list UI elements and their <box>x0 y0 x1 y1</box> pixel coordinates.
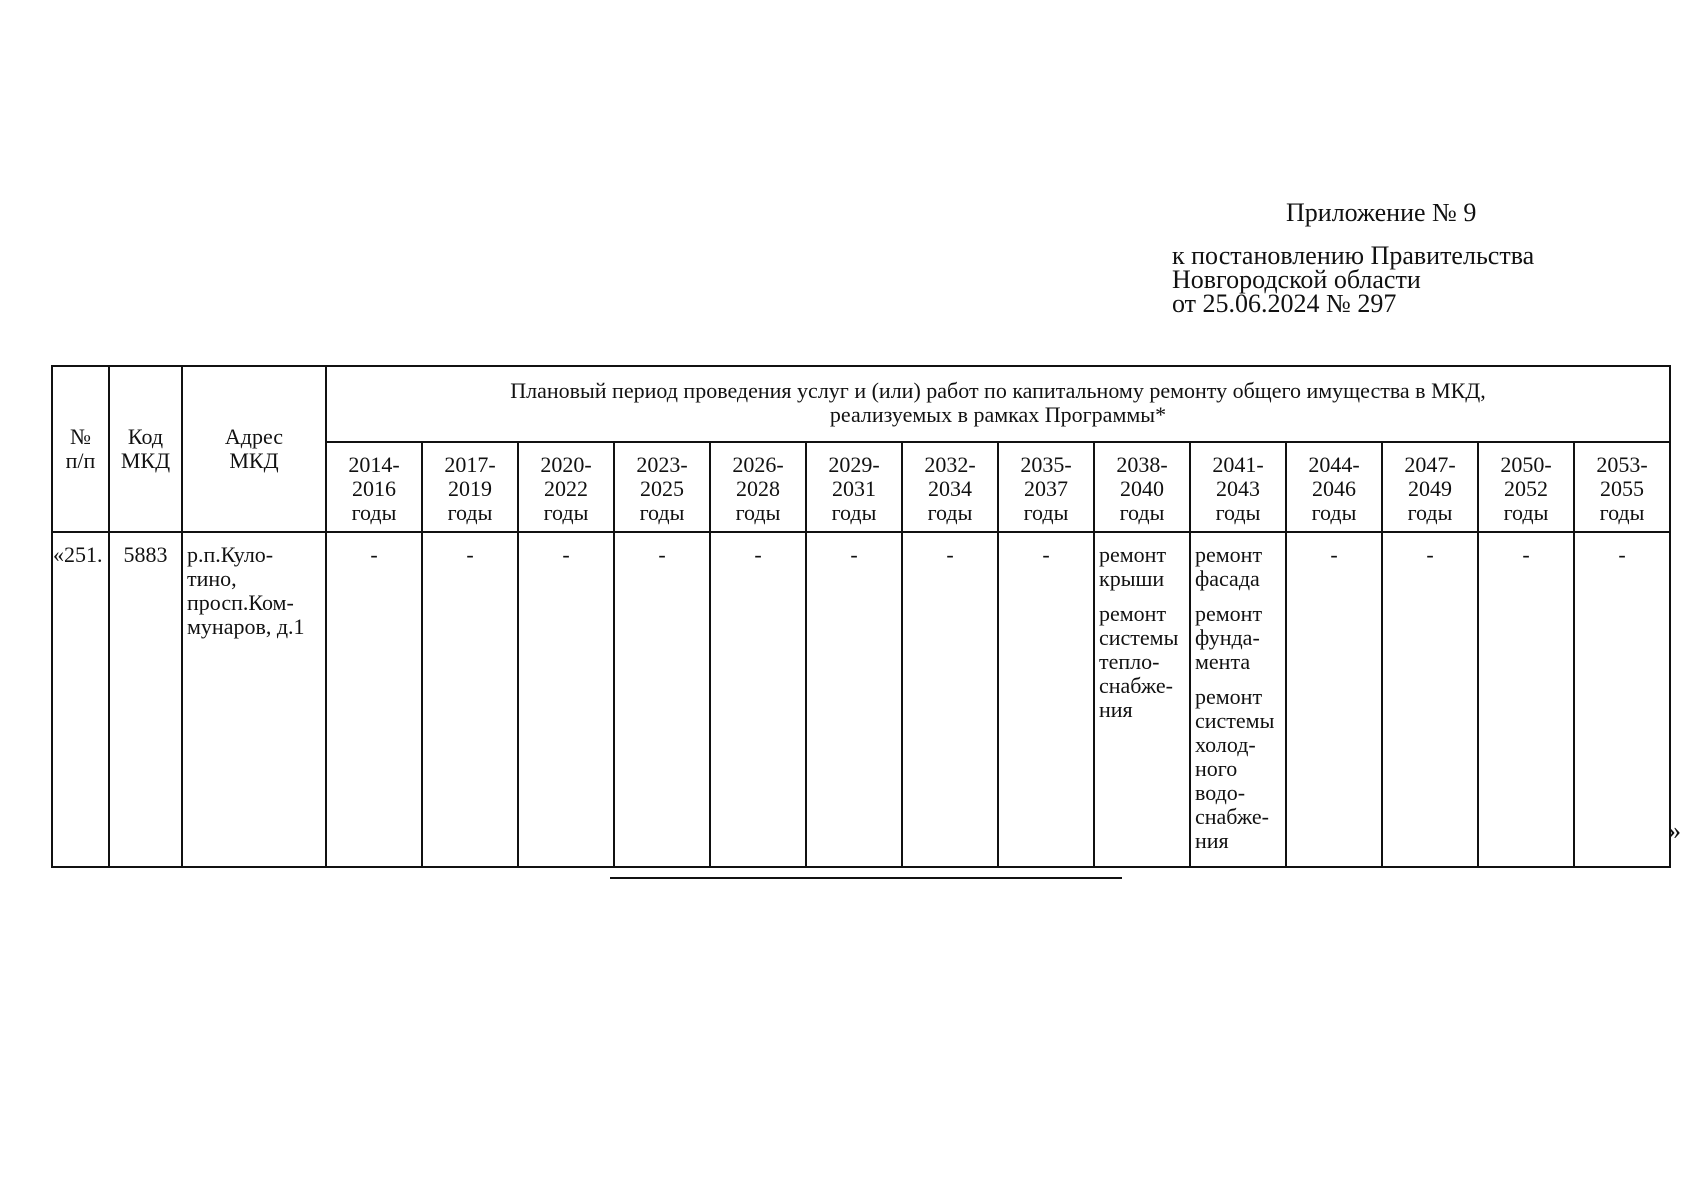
period-empty-cell: - <box>422 532 518 867</box>
work-item-line: фасада <box>1195 566 1260 591</box>
period-header-start: 2047- <box>1404 452 1456 477</box>
decree-line: от 25.06.2024 № 297 <box>1172 289 1397 318</box>
header-code <box>109 366 182 532</box>
period-header-start: 2029- <box>828 452 880 477</box>
period-empty-cell: - <box>710 532 806 867</box>
work-item-line: холод- <box>1195 732 1256 757</box>
period-header-unit: годы <box>735 500 781 525</box>
period-header-unit: годы <box>1311 500 1357 525</box>
period-header-end: 2037 <box>1024 476 1068 501</box>
period-header-cell <box>422 442 518 532</box>
period-header-end: 2031 <box>832 476 876 501</box>
period-header-unit: годы <box>543 500 589 525</box>
period-header-cell <box>614 442 710 532</box>
period-header-cell <box>1574 442 1670 532</box>
period-header-start: 2023- <box>636 452 688 477</box>
work-item-line: ремонт <box>1099 601 1167 626</box>
work-item-line: водо- <box>1195 780 1246 805</box>
period-header-start: 2050- <box>1500 452 1552 477</box>
header-address-line: Адрес <box>224 424 284 449</box>
period-header-cell <box>518 442 614 532</box>
separator-line <box>610 877 1122 879</box>
work-item <box>1099 543 1189 591</box>
period-header-start: 2041- <box>1212 452 1264 477</box>
period-header-cell <box>1094 442 1190 532</box>
closing-quote: » <box>1668 816 1681 845</box>
work-item-line: ния <box>1099 697 1133 722</box>
period-header-unit: годы <box>1503 500 1549 525</box>
row-address <box>182 532 326 867</box>
appendix-title: Приложение № 9 <box>1286 198 1477 227</box>
row-number: «251. <box>52 532 109 867</box>
period-header-unit: годы <box>1599 500 1645 525</box>
period-header-unit: годы <box>1215 500 1261 525</box>
period-header-unit: годы <box>1119 500 1165 525</box>
header-code-line: Код <box>127 424 164 449</box>
period-header-start: 2014- <box>348 452 400 477</box>
period-header-unit: годы <box>639 500 685 525</box>
period-header-end: 2034 <box>928 476 972 501</box>
work-item-line: ния <box>1195 828 1229 853</box>
period-works-cell <box>1190 532 1286 867</box>
period-header-unit: годы <box>447 500 493 525</box>
period-header-unit: годы <box>927 500 973 525</box>
period-header-unit: годы <box>1023 500 1069 525</box>
period-header-cell <box>1478 442 1574 532</box>
work-item-line: ремонт <box>1195 684 1263 709</box>
address-line: просп.Ком- <box>187 590 294 615</box>
decree-line: к постановлению Правительства <box>1172 241 1535 270</box>
period-header-end: 2040 <box>1120 476 1164 501</box>
period-header-end: 2052 <box>1504 476 1548 501</box>
header-planned-period <box>326 366 1670 442</box>
period-empty-cell: - <box>326 532 422 867</box>
header-address-line: МКД <box>229 448 279 473</box>
header-planned-period-line: Плановый период проведения услуг и (или) работ по капитальному ремонту общего имущества в МКД, <box>510 378 1486 403</box>
period-header-cell <box>902 442 998 532</box>
period-header-end: 2025 <box>640 476 684 501</box>
period-header-cell <box>1382 442 1478 532</box>
work-item <box>1099 602 1189 722</box>
period-header-unit: годы <box>351 500 397 525</box>
decree-line: Новгородской области <box>1172 265 1421 294</box>
period-empty-cell: - <box>998 532 1094 867</box>
period-header-end: 2043 <box>1216 476 1260 501</box>
period-header-cell <box>326 442 422 532</box>
period-header-cell <box>998 442 1094 532</box>
period-header-start: 2032- <box>924 452 976 477</box>
work-item-line: мента <box>1195 649 1251 674</box>
period-header-unit: годы <box>831 500 877 525</box>
period-header-cell <box>806 442 902 532</box>
period-header-cell <box>1286 442 1382 532</box>
period-header-end: 2049 <box>1408 476 1452 501</box>
period-empty-cell: - <box>518 532 614 867</box>
period-header-end: 2028 <box>736 476 780 501</box>
period-header-end: 2019 <box>448 476 492 501</box>
work-item-line: системы <box>1195 708 1275 733</box>
work-item <box>1195 685 1285 853</box>
period-empty-cell: - <box>1574 532 1670 867</box>
period-empty-cell: - <box>1286 532 1382 867</box>
period-header-start: 2026- <box>732 452 784 477</box>
header-code-line: МКД <box>120 448 171 473</box>
header-number-line: п/п <box>65 448 96 473</box>
period-header-start: 2035- <box>1020 452 1072 477</box>
header-number <box>52 366 109 532</box>
period-header-end: 2055 <box>1600 476 1644 501</box>
period-empty-cell: - <box>1382 532 1478 867</box>
table-row <box>52 532 1670 867</box>
period-empty-cell: - <box>614 532 710 867</box>
header-planned-period-line: реализуемых в рамках Программы* <box>829 402 1167 427</box>
capital-repair-table <box>51 365 1671 868</box>
work-item-line: ного <box>1195 756 1238 781</box>
period-header-cell <box>710 442 806 532</box>
period-header-end: 2022 <box>544 476 588 501</box>
work-item-line: ремонт <box>1195 542 1263 567</box>
header-row <box>52 366 1670 442</box>
period-empty-cell: - <box>806 532 902 867</box>
work-item-line: снабже- <box>1099 673 1173 698</box>
period-empty-cell: - <box>902 532 998 867</box>
work-item-line: системы <box>1099 625 1179 650</box>
work-item <box>1195 543 1285 591</box>
period-header-start: 2038- <box>1116 452 1168 477</box>
address-line: мунаров, д.1 <box>187 614 305 639</box>
period-header-cell <box>1190 442 1286 532</box>
address-line: тино, <box>187 566 237 591</box>
period-empty-cell: - <box>1478 532 1574 867</box>
header-address <box>182 366 326 532</box>
period-header-start: 2044- <box>1308 452 1360 477</box>
row-building-code: 5883 <box>109 532 182 867</box>
work-item-line: ремонт <box>1195 601 1263 626</box>
period-header-unit: годы <box>1407 500 1453 525</box>
address-line: р.п.Куло- <box>187 542 274 567</box>
work-item <box>1195 602 1285 674</box>
period-header-end: 2046 <box>1312 476 1356 501</box>
work-item-line: фунда- <box>1195 625 1260 650</box>
decree-reference <box>1172 241 1535 318</box>
work-item-line: снабже- <box>1195 804 1269 829</box>
work-item-line: ремонт <box>1099 542 1167 567</box>
header-number-line: № <box>70 424 91 449</box>
period-header-end: 2016 <box>352 476 396 501</box>
period-header-start: 2020- <box>540 452 592 477</box>
period-header-start: 2017- <box>444 452 496 477</box>
work-item-line: крыши <box>1099 566 1165 591</box>
period-header-start: 2053- <box>1596 452 1648 477</box>
period-works-cell <box>1094 532 1190 867</box>
work-item-line: тепло- <box>1099 649 1160 674</box>
